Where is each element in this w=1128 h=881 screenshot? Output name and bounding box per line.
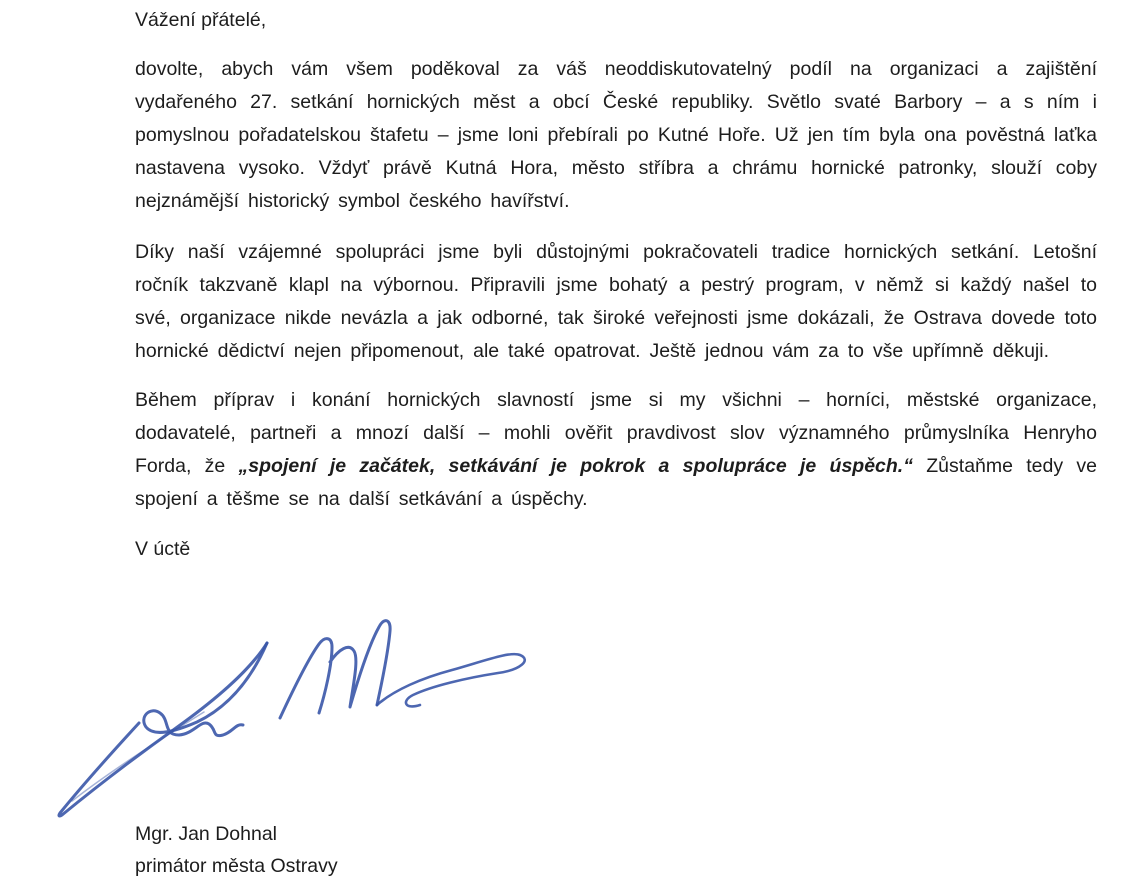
handwritten-signature [42,598,542,823]
signature-stroke-surname [280,621,390,718]
signature-stroke-firstname [144,643,267,736]
closing-phrase: V úctě [135,538,191,560]
paragraph-1: dovolte, abych vám všem poděkoval za váš neoddiskutovatelný podíl na organizaci a zajištění vydařeného 27. setkání hornických měst a obcí České republiky. Světlo svaté Barbory – a s ním i pomyslnou pořadatelskou štafetu – jsme loni přebírali po Kutné Hoře. Už jen tím byla ona pověstná laťka nastavena vysoko. Vždyť právě Kutná Hora, město stříbra a chrámu hornické patronky, slouží coby nejznámější historický symbol českého havířství. [135,58,1097,212]
paragraph-3 [135,384,1097,516]
paragraph-2: Díky naší vzájemné spolupráci jsme byli důstojnými pokračovateli tradice hornických setkání. Letošní ročník takzvaně klapl na výbornou. Připravili jsme bohatý a pestrý program, v němž si každý našel to své, organizace nikde nevázla a jak odborné, tak široké veřejnosti jsme dokázali, že Ostrava dovede toto hornické dědictví nejen připomenout, ale také opatrovat. Ještě jednou vám za to vše upřímně děkuji. [135,241,1097,362]
ford-quote: „spojení je začátek, setkávání je pokrok a spolupráce je úspěch.“ [238,455,913,477]
signer-title: primátor města Ostravy [135,855,338,877]
paragraph-3-text-before-quote: Během příprav i konání hornických slavností jsme si my všichni – horníci, městské organizace, dodavatelé, partneři a mnozí další – mohli ověřit pravdivost slov významného průmyslníka Henryho Forda, že [135,389,1097,477]
salutation: Vážení přátelé, [135,9,267,31]
signature-block [135,818,338,881]
signature-stroke-swash [59,643,267,816]
signer-name: Mgr. Jan Dohnal [135,823,277,845]
signature-stroke-flourish [377,654,525,706]
paragraph-3-text-after-quote: Zůstaňme tedy ve spojení a těšme se na další setkávání a úspěchy. [135,455,1097,510]
